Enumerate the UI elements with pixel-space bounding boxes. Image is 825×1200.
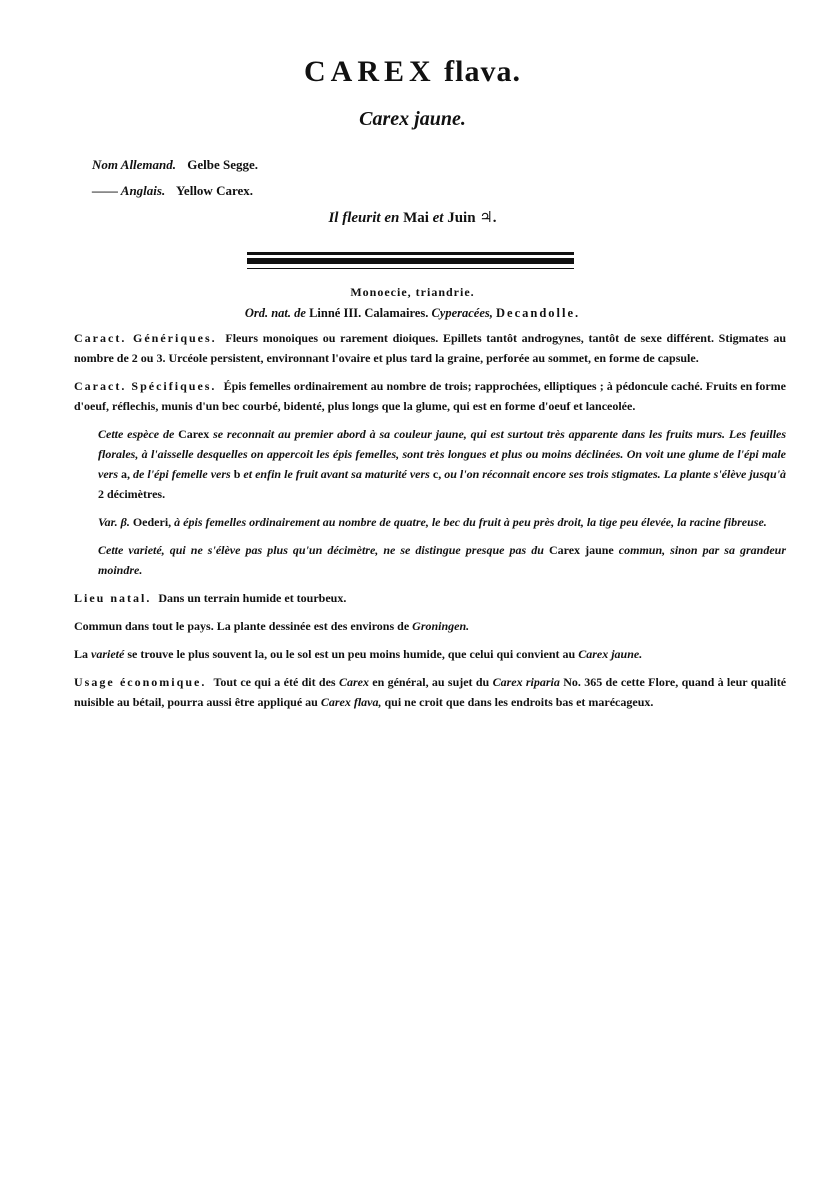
paragraph-specific xyxy=(74,376,786,416)
paragraph-usage xyxy=(74,672,786,712)
flowering-month-b: Juin xyxy=(447,210,476,226)
description-body xyxy=(74,328,786,720)
name-english xyxy=(92,178,258,204)
usage-text: Tout ce qui a été dit des xyxy=(213,675,336,689)
paragraph-distribution xyxy=(74,616,786,636)
paragraph-habitat xyxy=(74,588,786,608)
species-text: Cette espèce de xyxy=(98,427,175,441)
page-subtitle: Carex jaune. xyxy=(359,108,466,130)
variety-note-text: commun, sinon par sa grandeur moindre. xyxy=(98,543,787,577)
figure-letter-a: a, xyxy=(121,467,131,481)
ordnat-de: de xyxy=(294,306,306,320)
species-text: se reconnait au premier abord à sa couleur jaune, qui est surtout très apparente dans les fruits murs. Les feuilles florales, à l'aisselle desquelles on appercoit les épis femelles, sont très longues et plus ou moins déclinées. On voit une glume de l'épi male vers xyxy=(98,427,787,481)
figure-letter-c: c, xyxy=(432,467,442,481)
habitat-heading: Lieu natal. xyxy=(74,591,152,605)
ordnat-cyperacees: Cyperacées, xyxy=(431,306,493,320)
specific-heading: Caract. Spécifiques. xyxy=(74,379,217,393)
divider-rule xyxy=(247,258,574,264)
usage-text: qui ne croit que dans les endroits bas et marécageux. xyxy=(384,695,654,709)
usage-text: No. 365 de cette Flore, quand à leur qualité nuisible au bétail, pourra aussi être appliqué au xyxy=(74,675,787,709)
species-genus: Carex xyxy=(178,427,210,441)
name-german-value: Gelbe Segge. xyxy=(187,157,259,172)
generic-text: Fleurs monoiques ou rarement dioiques. Epillets tantôt androgynes, tantôt de sexe différent. Stigmates au nombre de 2 ou 3. Urcéole persistent, environnant l'ovaire et plus tard la graine, perforée au sommet, en forme de capsule. xyxy=(74,331,787,365)
variety-heading: Var. β. xyxy=(98,515,130,529)
paragraph-variety-note xyxy=(74,540,786,580)
soil-text: se trouve le plus souvent la, ou le sol est un peu moins humide, que celui qui convient au xyxy=(127,647,576,661)
flowering-en: en xyxy=(384,210,400,226)
figure-letter-b: b xyxy=(233,467,241,481)
species-text: et enfin le fruit avant sa maturité vers xyxy=(243,467,430,481)
name-english-label: —— Anglais. xyxy=(92,183,166,198)
divider-rule xyxy=(247,252,574,255)
ordnat-decandolle: Decandolle. xyxy=(496,306,581,320)
title-genus: CAREX xyxy=(304,55,436,88)
paragraph-variety xyxy=(74,512,786,532)
soil-variety: varieté xyxy=(91,647,125,661)
specific-text: Épis femelles ordinairement au nombre de trois; rapprochées, elliptiques ; à pédoncule caché. Fruits en forme d'oeuf, réflechis, munis d'un bec courbé, bidenté, plus longs que la glume, qui est en forme d'oeuf et lanceolée. xyxy=(74,379,787,413)
usage-riparia: Carex riparia xyxy=(492,675,560,689)
soil-genus: Carex jaune. xyxy=(578,647,643,661)
paragraph-species xyxy=(74,424,786,504)
title-species: flava. xyxy=(444,55,521,88)
usage-text: en général, au sujet du xyxy=(372,675,490,689)
flowering-month-a: Mai xyxy=(403,210,429,226)
habitat-text: Dans un terrain humide et tourbeux. xyxy=(158,591,347,605)
flowering-period xyxy=(0,208,825,227)
name-german-label: Nom Allemand. xyxy=(92,157,177,172)
soil-text: La xyxy=(74,647,89,661)
paragraph-generic xyxy=(74,328,786,368)
species-text: ou l'on réconnait encore ses trois stigmates. La plante s'élève jusqu'à xyxy=(444,467,787,481)
variety-note-genus: Carex jaune xyxy=(548,543,614,557)
ordnat-linne: Linné III. xyxy=(309,306,362,320)
divider-rule xyxy=(247,268,574,269)
variety-note-text: Cette varieté, qui ne s'élève pas plus qu'un décimètre, ne se distingue presque pas du xyxy=(98,543,544,557)
species-text: de l'épi femelle vers xyxy=(133,467,231,481)
plant-height: 2 décimètres. xyxy=(98,487,166,501)
usage-genus: Carex xyxy=(338,675,369,689)
natural-order xyxy=(0,306,825,321)
flowering-lead: Il fleurit xyxy=(328,210,381,226)
perennial-symbol: ♃. xyxy=(479,210,497,226)
variety-name: Oederi, xyxy=(132,515,172,529)
page-title xyxy=(0,55,825,89)
distribution-place: Groningen. xyxy=(412,619,470,633)
distribution-text: Commun dans tout le pays. La plante dessinée est des environs de xyxy=(74,619,410,633)
usage-heading: Usage économique. xyxy=(74,675,207,689)
name-german xyxy=(92,152,258,178)
variety-text: à épis femelles ordinairement au nombre de quatre, le bec du fruit à peu près droit, la tige peu élevée, la racine fibreuse. xyxy=(174,515,767,529)
flowering-et: et xyxy=(432,210,444,226)
paragraph-variety-soil xyxy=(74,644,786,664)
ordnat-calamaires: Calamaires. xyxy=(364,306,429,320)
generic-heading: Caract. Génériques. xyxy=(74,331,217,345)
usage-flava: Carex flava, xyxy=(320,695,382,709)
classification: Monoecie, triandrie. xyxy=(350,285,475,299)
name-english-value: Yellow Carex. xyxy=(175,183,254,198)
ordnat-prefix: Ord. nat. xyxy=(244,306,292,320)
common-names xyxy=(92,152,258,204)
